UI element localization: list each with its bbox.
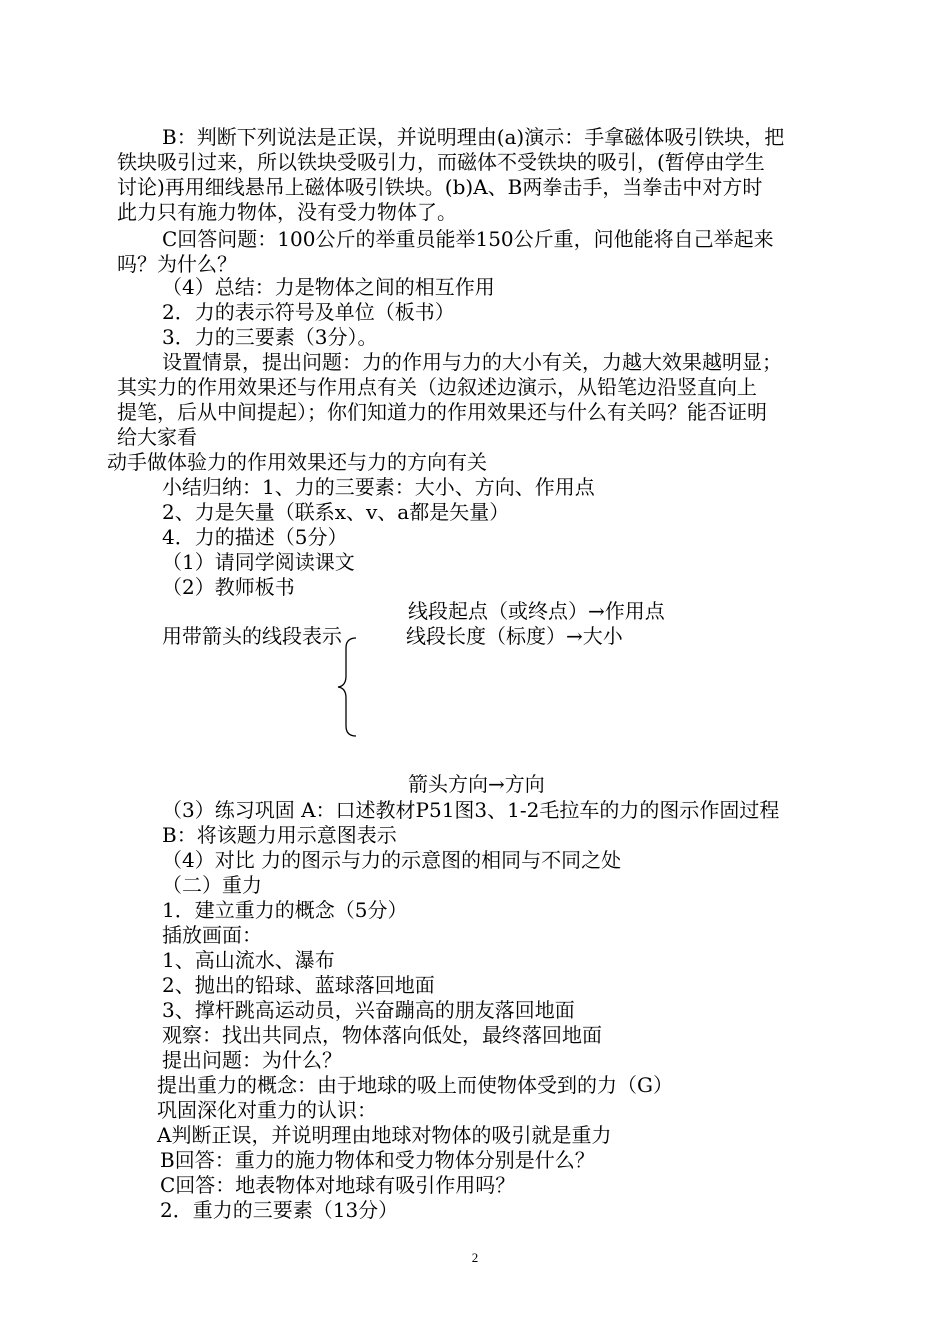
text-line: 小结归纳：1、力的三要素：大小、方向、作用点 bbox=[162, 475, 595, 499]
diagram-label-arrow-segment: 用带箭头的线段表示 bbox=[162, 624, 342, 648]
diagram-label-start-point: 线段起点（或终点）→作用点 bbox=[408, 599, 665, 623]
text-line: 4．力的描述（5分） bbox=[162, 525, 348, 549]
text-line: 提笔，后从中间提起）；你们知道力的作用效果还与什么有关吗？能否证明 bbox=[117, 400, 767, 424]
text-line: 巩固深化对重力的认识： bbox=[157, 1098, 377, 1122]
text-line: 插放画面： bbox=[162, 923, 262, 947]
text-line: 此力只有施力物体，没有受力物体了。 bbox=[117, 200, 457, 224]
text-line: 1．建立重力的概念（5分） bbox=[162, 898, 408, 922]
text-line: 提出问题：为什么？ bbox=[162, 1048, 342, 1072]
text-line: （3）练习巩固 A：口述教材P51图3、1-2毛拉车的力的图示作固过程 bbox=[162, 798, 780, 822]
text-line: 动手做体验力的作用效果还与力的方向有关 bbox=[107, 450, 487, 474]
text-line: 铁块吸引过来，所以铁块受吸引力，而磁体不受铁块的吸引，(暂停由学生 bbox=[117, 150, 765, 174]
text-line: 讨论)再用细线悬吊上磁体吸引铁块。(b)A、B两拳击手，当拳击中对方时 bbox=[117, 175, 763, 199]
text-line: 观察：找出共同点，物体落向低处，最终落回地面 bbox=[162, 1023, 602, 1047]
text-line: 3．力的三要素（3分）。 bbox=[162, 325, 378, 349]
text-line: 2、抛出的铅球、蓝球落回地面 bbox=[162, 973, 435, 997]
text-line: 2．重力的三要素（13分） bbox=[160, 1198, 399, 1222]
section-heading: （二）重力 bbox=[162, 873, 262, 897]
text-line: （4）总结：力是物体之间的相互作用 bbox=[162, 275, 495, 299]
text-line: C回答问题：100公斤的举重员能举150公斤重，问他能将自己举起来 bbox=[162, 227, 774, 251]
page-number: 2 bbox=[471, 1250, 479, 1265]
text-line: 给大家看 bbox=[117, 425, 197, 449]
curly-brace bbox=[336, 636, 360, 738]
text-line: A判断正误，并说明理由地球对物体的吸引就是重力 bbox=[157, 1123, 612, 1147]
text-line: （2）教师板书 bbox=[162, 575, 295, 599]
text-line: （4）对比 力的图示与力的示意图的相同与不同之处 bbox=[162, 848, 622, 872]
text-line: 2．力的表示符号及单位（板书） bbox=[162, 300, 455, 324]
text-line: B：判断下列说法是正误，并说明理由(a)演示：手拿磁体吸引铁块，把 bbox=[162, 125, 785, 149]
text-line: 提出重力的概念：由于地球的吸上而使物体受到的力（G） bbox=[157, 1073, 673, 1097]
text-line: 2、力是矢量（联系x、v、a都是矢量） bbox=[162, 500, 510, 524]
text-line: （1）请同学阅读课文 bbox=[162, 550, 355, 574]
text-line: C回答：地表物体对地球有吸引作用吗？ bbox=[160, 1173, 516, 1197]
text-line: 吗？为什么？ bbox=[117, 252, 237, 276]
text-line: B回答：重力的施力物体和受力物体分别是什么？ bbox=[160, 1148, 595, 1172]
text-line: 设置情景，提出问题：力的作用与力的大小有关，力越大效果越明显； bbox=[162, 350, 782, 374]
text-line: 其实力的作用效果还与作用点有关（边叙述边演示，从铅笔边沿竖直向上 bbox=[117, 375, 757, 399]
diagram-label-length: 线段长度（标度）→大小 bbox=[406, 624, 623, 648]
text-line: 1、高山流水、瀑布 bbox=[162, 948, 335, 972]
text-line: 3、撑杆跳高运动员，兴奋蹦高的朋友落回地面 bbox=[162, 998, 575, 1022]
text-line: B：将该题力用示意图表示 bbox=[162, 823, 397, 847]
diagram-label-direction: 箭头方向→方向 bbox=[408, 772, 545, 796]
